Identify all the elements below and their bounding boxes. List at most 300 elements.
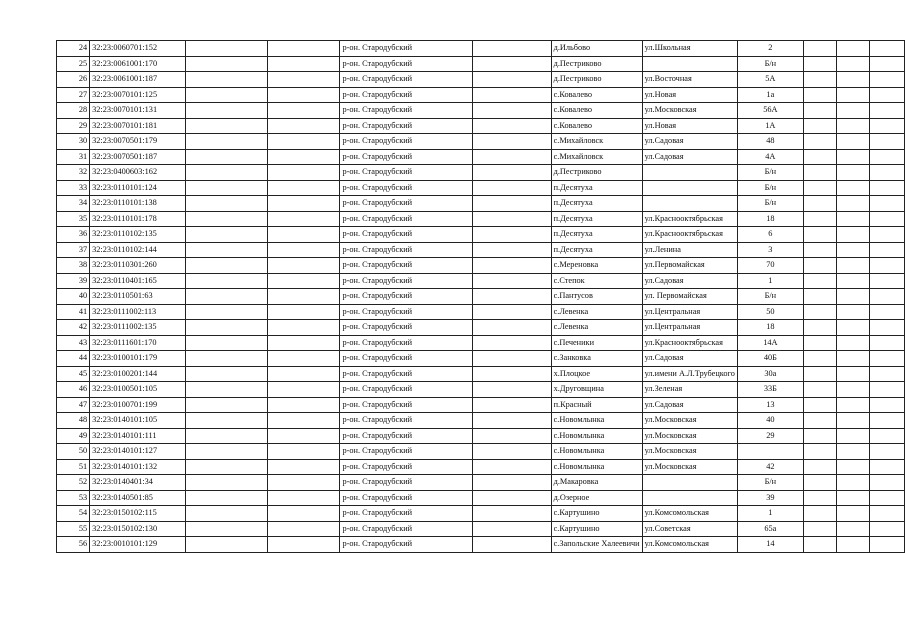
locality-cell: с.Ковалево xyxy=(551,103,642,119)
table-row xyxy=(57,351,905,367)
empty-cell xyxy=(803,149,836,165)
empty-cell xyxy=(870,351,905,367)
street-cell: ул.Центральная xyxy=(642,304,737,320)
table-row xyxy=(57,180,905,196)
row-number: 36 xyxy=(57,227,90,243)
house-number-cell: 48 xyxy=(737,134,803,150)
district-cell: р-он. Стародубский xyxy=(340,72,472,88)
row-number: 39 xyxy=(57,273,90,289)
street-cell xyxy=(642,475,737,491)
cadastral-number: 32:23:0061001:170 xyxy=(90,56,186,72)
cadastral-number: 32:23:0070101:181 xyxy=(90,118,186,134)
empty-cell xyxy=(836,165,870,181)
empty-cell xyxy=(836,366,870,382)
empty-cell xyxy=(836,490,870,506)
empty-cell xyxy=(836,87,870,103)
house-number-cell: 14 xyxy=(737,537,803,553)
empty-cell xyxy=(870,382,905,398)
table-row xyxy=(57,56,905,72)
empty-cell xyxy=(836,41,870,57)
empty-cell xyxy=(268,304,340,320)
district-cell: р-он. Стародубский xyxy=(340,506,472,522)
empty-cell xyxy=(472,196,551,212)
table-row xyxy=(57,134,905,150)
empty-cell xyxy=(268,134,340,150)
empty-cell xyxy=(185,56,268,72)
district-cell: р-он. Стародубский xyxy=(340,87,472,103)
locality-cell: с.Новомлынка xyxy=(551,428,642,444)
empty-cell xyxy=(870,180,905,196)
district-cell: р-он. Стародубский xyxy=(340,258,472,274)
empty-cell xyxy=(836,521,870,537)
empty-cell xyxy=(870,258,905,274)
empty-cell xyxy=(803,134,836,150)
street-cell: ул.Комсомольская xyxy=(642,506,737,522)
register-body xyxy=(57,41,905,553)
row-number: 54 xyxy=(57,506,90,522)
empty-cell xyxy=(185,72,268,88)
house-number-cell: 40 xyxy=(737,413,803,429)
row-number: 49 xyxy=(57,428,90,444)
empty-cell xyxy=(268,149,340,165)
empty-cell xyxy=(472,180,551,196)
empty-cell xyxy=(472,289,551,305)
street-cell: ул.Садовая xyxy=(642,273,737,289)
empty-cell xyxy=(472,335,551,351)
row-number: 41 xyxy=(57,304,90,320)
table-row xyxy=(57,537,905,553)
district-cell: р-он. Стародубский xyxy=(340,459,472,475)
cadastral-number: 32:23:0100201:144 xyxy=(90,366,186,382)
empty-cell xyxy=(870,273,905,289)
empty-cell xyxy=(836,382,870,398)
table-row xyxy=(57,87,905,103)
district-cell: р-он. Стародубский xyxy=(340,413,472,429)
locality-cell: с.Ковалево xyxy=(551,87,642,103)
locality-cell: с.Занковка xyxy=(551,351,642,367)
empty-cell xyxy=(803,413,836,429)
street-cell: ул.Школьная xyxy=(642,41,737,57)
empty-cell xyxy=(472,444,551,460)
district-cell: р-он. Стародубский xyxy=(340,289,472,305)
empty-cell xyxy=(268,211,340,227)
table-row xyxy=(57,506,905,522)
table-row xyxy=(57,149,905,165)
row-number: 53 xyxy=(57,490,90,506)
empty-cell xyxy=(870,490,905,506)
cadastral-number: 32:23:0140501:85 xyxy=(90,490,186,506)
empty-cell xyxy=(472,103,551,119)
empty-cell xyxy=(836,459,870,475)
empty-cell xyxy=(268,413,340,429)
locality-cell: с.Новомлынка xyxy=(551,459,642,475)
empty-cell xyxy=(803,180,836,196)
empty-cell xyxy=(268,428,340,444)
empty-cell xyxy=(185,475,268,491)
empty-cell xyxy=(472,118,551,134)
house-number-cell: 18 xyxy=(737,320,803,336)
district-cell: р-он. Стародубский xyxy=(340,180,472,196)
empty-cell xyxy=(268,227,340,243)
empty-cell xyxy=(803,382,836,398)
empty-cell xyxy=(268,103,340,119)
house-number-cell: Б/н xyxy=(737,56,803,72)
district-cell: р-он. Стародубский xyxy=(340,118,472,134)
street-cell: ул.Восточная xyxy=(642,72,737,88)
locality-cell: с.Мереновка xyxy=(551,258,642,274)
district-cell: р-он. Стародубский xyxy=(340,521,472,537)
house-number-cell: 65а xyxy=(737,521,803,537)
street-cell xyxy=(642,490,737,506)
empty-cell xyxy=(836,56,870,72)
locality-cell: с.Запольские Халеевичи xyxy=(551,537,642,553)
empty-cell xyxy=(803,506,836,522)
district-cell: р-он. Стародубский xyxy=(340,366,472,382)
table-row xyxy=(57,490,905,506)
empty-cell xyxy=(836,258,870,274)
empty-cell xyxy=(870,242,905,258)
empty-cell xyxy=(268,351,340,367)
street-cell: ул.Зеленая xyxy=(642,382,737,398)
locality-cell: с.Степок xyxy=(551,273,642,289)
empty-cell xyxy=(185,382,268,398)
house-number-cell: Б/н xyxy=(737,475,803,491)
district-cell: р-он. Стародубский xyxy=(340,351,472,367)
table-row xyxy=(57,459,905,475)
empty-cell xyxy=(870,149,905,165)
empty-cell xyxy=(803,103,836,119)
empty-cell xyxy=(870,103,905,119)
empty-cell xyxy=(836,304,870,320)
table-row xyxy=(57,211,905,227)
row-number: 42 xyxy=(57,320,90,336)
row-number: 26 xyxy=(57,72,90,88)
empty-cell xyxy=(836,428,870,444)
empty-cell xyxy=(268,165,340,181)
empty-cell xyxy=(268,521,340,537)
locality-cell: п.Десятуха xyxy=(551,180,642,196)
empty-cell xyxy=(268,320,340,336)
locality-cell: с.Михайловск xyxy=(551,134,642,150)
property-register-table xyxy=(56,40,905,553)
row-number: 43 xyxy=(57,335,90,351)
cadastral-number: 32:23:0110101:124 xyxy=(90,180,186,196)
empty-cell xyxy=(836,196,870,212)
row-number: 29 xyxy=(57,118,90,134)
street-cell: ул.Краснооктябрьская xyxy=(642,335,737,351)
empty-cell xyxy=(836,475,870,491)
empty-cell xyxy=(472,165,551,181)
street-cell: ул.Садовая xyxy=(642,149,737,165)
empty-cell xyxy=(803,56,836,72)
empty-cell xyxy=(185,366,268,382)
empty-cell xyxy=(870,320,905,336)
empty-cell xyxy=(185,521,268,537)
row-number: 46 xyxy=(57,382,90,398)
house-number-cell: Б/н xyxy=(737,165,803,181)
house-number-cell: 42 xyxy=(737,459,803,475)
table-row xyxy=(57,103,905,119)
empty-cell xyxy=(268,459,340,475)
empty-cell xyxy=(803,242,836,258)
empty-cell xyxy=(185,444,268,460)
empty-cell xyxy=(472,56,551,72)
empty-cell xyxy=(472,382,551,398)
empty-cell xyxy=(185,459,268,475)
cadastral-number: 32:23:0140101:132 xyxy=(90,459,186,475)
empty-cell xyxy=(870,304,905,320)
cadastral-number: 32:23:0110101:178 xyxy=(90,211,186,227)
empty-cell xyxy=(185,41,268,57)
locality-cell: с.Левенка xyxy=(551,304,642,320)
empty-cell xyxy=(870,428,905,444)
cadastral-number: 32:23:0150102:130 xyxy=(90,521,186,537)
district-cell: р-он. Стародубский xyxy=(340,103,472,119)
empty-cell xyxy=(803,397,836,413)
table-row xyxy=(57,304,905,320)
empty-cell xyxy=(870,521,905,537)
empty-cell xyxy=(472,521,551,537)
empty-cell xyxy=(185,413,268,429)
house-number-cell: 3 xyxy=(737,242,803,258)
cadastral-number: 32:23:0150102:115 xyxy=(90,506,186,522)
locality-cell: п.Десятуха xyxy=(551,211,642,227)
district-cell: р-он. Стародубский xyxy=(340,196,472,212)
row-number: 56 xyxy=(57,537,90,553)
table-row xyxy=(57,41,905,57)
empty-cell xyxy=(185,242,268,258)
empty-cell xyxy=(870,475,905,491)
cadastral-number: 32:23:0070501:179 xyxy=(90,134,186,150)
row-number: 31 xyxy=(57,149,90,165)
cadastral-number: 32:23:0060701:152 xyxy=(90,41,186,57)
locality-cell: д.Пестриково xyxy=(551,165,642,181)
empty-cell xyxy=(185,180,268,196)
house-number-cell: 5А xyxy=(737,72,803,88)
cadastral-number: 32:23:0110102:135 xyxy=(90,227,186,243)
house-number-cell: 1 xyxy=(737,506,803,522)
empty-cell xyxy=(803,196,836,212)
empty-cell xyxy=(803,366,836,382)
empty-cell xyxy=(803,475,836,491)
empty-cell xyxy=(870,41,905,57)
empty-cell xyxy=(836,397,870,413)
empty-cell xyxy=(803,273,836,289)
street-cell: ул.имени А.Л.Трубецкого xyxy=(642,366,737,382)
empty-cell xyxy=(472,320,551,336)
empty-cell xyxy=(836,72,870,88)
empty-cell xyxy=(803,165,836,181)
street-cell: ул.Краснооктябрьская xyxy=(642,211,737,227)
district-cell: р-он. Стародубский xyxy=(340,304,472,320)
empty-cell xyxy=(870,211,905,227)
empty-cell xyxy=(870,118,905,134)
empty-cell xyxy=(185,227,268,243)
row-number: 51 xyxy=(57,459,90,475)
locality-cell: п.Десятуха xyxy=(551,242,642,258)
cadastral-number: 32:23:0111002:113 xyxy=(90,304,186,320)
house-number-cell: Б/н xyxy=(737,289,803,305)
empty-cell xyxy=(185,258,268,274)
locality-cell: с.Пантусов xyxy=(551,289,642,305)
empty-cell xyxy=(185,149,268,165)
street-cell: ул.Краснооктябрьская xyxy=(642,227,737,243)
street-cell: ул.Московская xyxy=(642,413,737,429)
empty-cell xyxy=(472,211,551,227)
table-row xyxy=(57,165,905,181)
empty-cell xyxy=(185,273,268,289)
cadastral-number: 32:23:0140101:111 xyxy=(90,428,186,444)
empty-cell xyxy=(870,134,905,150)
empty-cell xyxy=(836,413,870,429)
table-row xyxy=(57,397,905,413)
cadastral-number: 32:23:0140401:34 xyxy=(90,475,186,491)
empty-cell xyxy=(472,87,551,103)
empty-cell xyxy=(870,335,905,351)
house-number-cell: 50 xyxy=(737,304,803,320)
empty-cell xyxy=(836,180,870,196)
district-cell: р-он. Стародубский xyxy=(340,211,472,227)
empty-cell xyxy=(185,103,268,119)
empty-cell xyxy=(836,320,870,336)
house-number-cell: 29 xyxy=(737,428,803,444)
table-row xyxy=(57,366,905,382)
empty-cell xyxy=(268,56,340,72)
empty-cell xyxy=(870,196,905,212)
empty-cell xyxy=(268,118,340,134)
empty-cell xyxy=(803,118,836,134)
street-cell xyxy=(642,196,737,212)
empty-cell xyxy=(472,134,551,150)
empty-cell xyxy=(836,351,870,367)
table-row xyxy=(57,382,905,398)
empty-cell xyxy=(268,475,340,491)
house-number-cell: 33Б xyxy=(737,382,803,398)
row-number: 30 xyxy=(57,134,90,150)
empty-cell xyxy=(185,304,268,320)
table-row xyxy=(57,273,905,289)
empty-cell xyxy=(836,134,870,150)
cadastral-number: 32:23:0100101:179 xyxy=(90,351,186,367)
row-number: 24 xyxy=(57,41,90,57)
locality-cell: д.Пестриково xyxy=(551,72,642,88)
street-cell xyxy=(642,165,737,181)
empty-cell xyxy=(803,444,836,460)
district-cell: р-он. Стародубский xyxy=(340,382,472,398)
house-number-cell: 40Б xyxy=(737,351,803,367)
empty-cell xyxy=(870,459,905,475)
empty-cell xyxy=(268,196,340,212)
row-number: 55 xyxy=(57,521,90,537)
locality-cell: х.Друговщина xyxy=(551,382,642,398)
street-cell: ул.Комсомольская xyxy=(642,537,737,553)
house-number-cell: 70 xyxy=(737,258,803,274)
empty-cell xyxy=(472,304,551,320)
locality-cell: с.Левенка xyxy=(551,320,642,336)
empty-cell xyxy=(472,506,551,522)
cadastral-number: 32:23:0111601:170 xyxy=(90,335,186,351)
locality-cell: п.Десятуха xyxy=(551,227,642,243)
cadastral-number: 32:23:0100701:199 xyxy=(90,397,186,413)
street-cell xyxy=(642,56,737,72)
street-cell: ул.Московская xyxy=(642,459,737,475)
district-cell: р-он. Стародубский xyxy=(340,56,472,72)
empty-cell xyxy=(870,413,905,429)
locality-cell: с.Картушино xyxy=(551,506,642,522)
street-cell: ул.Новая xyxy=(642,118,737,134)
empty-cell xyxy=(803,351,836,367)
empty-cell xyxy=(185,506,268,522)
empty-cell xyxy=(803,87,836,103)
row-number: 28 xyxy=(57,103,90,119)
house-number-cell: 13 xyxy=(737,397,803,413)
empty-cell xyxy=(803,304,836,320)
locality-cell: п.Десятуха xyxy=(551,196,642,212)
empty-cell xyxy=(870,289,905,305)
house-number-cell: 2 xyxy=(737,41,803,57)
street-cell: ул.Советская xyxy=(642,521,737,537)
house-number-cell: 1А xyxy=(737,118,803,134)
empty-cell xyxy=(836,149,870,165)
row-number: 44 xyxy=(57,351,90,367)
street-cell: ул.Московская xyxy=(642,103,737,119)
table-row xyxy=(57,242,905,258)
row-number: 52 xyxy=(57,475,90,491)
row-number: 50 xyxy=(57,444,90,460)
empty-cell xyxy=(836,211,870,227)
cadastral-number: 32:23:0070501:187 xyxy=(90,149,186,165)
empty-cell xyxy=(185,211,268,227)
empty-cell xyxy=(268,537,340,553)
house-number-cell: 56А xyxy=(737,103,803,119)
table-row xyxy=(57,118,905,134)
street-cell: ул.Центральная xyxy=(642,320,737,336)
table-row xyxy=(57,335,905,351)
empty-cell xyxy=(803,490,836,506)
house-number-cell: 1 xyxy=(737,273,803,289)
house-number-cell xyxy=(737,444,803,460)
empty-cell xyxy=(836,227,870,243)
district-cell: р-он. Стародубский xyxy=(340,320,472,336)
locality-cell: с.Печеники xyxy=(551,335,642,351)
empty-cell xyxy=(185,165,268,181)
street-cell: ул. Первомайская xyxy=(642,289,737,305)
empty-cell xyxy=(472,149,551,165)
empty-cell xyxy=(268,382,340,398)
house-number-cell: 30а xyxy=(737,366,803,382)
empty-cell xyxy=(472,351,551,367)
district-cell: р-он. Стародубский xyxy=(340,149,472,165)
row-number: 32 xyxy=(57,165,90,181)
locality-cell: п.Красный xyxy=(551,397,642,413)
cadastral-number: 32:23:0140101:105 xyxy=(90,413,186,429)
cadastral-number: 32:23:0070101:131 xyxy=(90,103,186,119)
empty-cell xyxy=(870,397,905,413)
row-number: 38 xyxy=(57,258,90,274)
empty-cell xyxy=(185,289,268,305)
district-cell: р-он. Стародубский xyxy=(340,134,472,150)
district-cell: р-он. Стародубский xyxy=(340,242,472,258)
row-number: 25 xyxy=(57,56,90,72)
row-number: 34 xyxy=(57,196,90,212)
house-number-cell: Б/н xyxy=(737,196,803,212)
empty-cell xyxy=(185,335,268,351)
locality-cell: д.Ильбово xyxy=(551,41,642,57)
empty-cell xyxy=(472,459,551,475)
street-cell: ул.Садовая xyxy=(642,134,737,150)
row-number: 47 xyxy=(57,397,90,413)
empty-cell xyxy=(472,72,551,88)
